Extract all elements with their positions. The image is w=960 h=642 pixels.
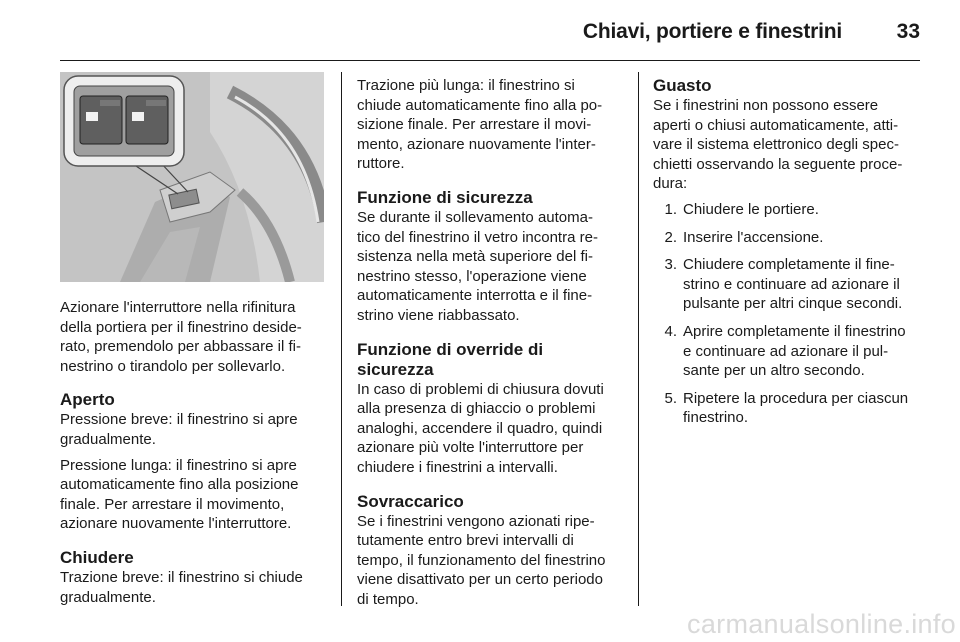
chiudere-paragraph-2: Trazione più lunga: il finestrino si chiude automaticamente fino alla po- sizione finale. Per arrestare il movi- mento, azionare nuovamente l'inter- ruttore. bbox=[357, 77, 603, 173]
chiudere-paragraph-1: Trazione breve: il finestrino si chiude gradualmente. bbox=[60, 568, 303, 606]
override-paragraph: In caso di problemi di chiusura dovuti alla presenza di ghiaccio o problemi analoghi, accendere il quadro, quindi azionare più volte l'interruttore per chiudere i finestrini a intervalli. bbox=[357, 380, 604, 476]
list-item: 2. Inserire l'accensione. bbox=[664, 228, 824, 246]
window-switch-illustration bbox=[60, 72, 324, 282]
intro-paragraph: Azionare l'interruttore nella rifinitura della portiera per il finestrino deside- rato, premendolo per abbassare il fi- nestrino o tirandolo per sollevarlo. bbox=[60, 299, 302, 375]
heading-guasto: Guasto bbox=[653, 76, 712, 95]
list-item: 1. Chiudere le portiere. bbox=[664, 200, 819, 218]
heading-sovraccarico: Sovraccarico bbox=[357, 491, 464, 511]
window-switch-drawing bbox=[60, 72, 324, 282]
watermark: carmanualsonline.info bbox=[687, 609, 956, 639]
column-1 bbox=[60, 72, 324, 613]
page-header bbox=[60, 0, 920, 61]
column-divider-2 bbox=[638, 72, 639, 606]
list-item: 4. Aprire completamente il finestrino e continuare ad azionare il pul- sante per un altro secondo. bbox=[664, 322, 906, 380]
sovraccarico-paragraph: Se i finestrini vengono azionati ripe- tutamente entro brevi intervalli di tempo, il funzionamento del finestrino viene disattivato per un certo periodo di tempo. bbox=[357, 512, 606, 608]
column-2 bbox=[357, 76, 623, 615]
heading-aperto: Aperto bbox=[60, 390, 115, 410]
heading-override-sicurezza: Funzione di override di sicurezza bbox=[357, 339, 544, 379]
column-divider-1 bbox=[341, 72, 342, 606]
heading-chiudere: Chiudere bbox=[60, 547, 134, 567]
guasto-paragraph: Se i finestrini non possono essere aperti o chiusi automaticamente, atti- vare il sistema elettronico degli spec- chietti osservando la seguente proce- dura: bbox=[653, 97, 903, 193]
procedure-steps bbox=[653, 200, 921, 428]
sicurezza-paragraph: Se durante il sollevamento automa- tico del finestrino il vetro incontra re- sistenza nella metà superiore del fi- nestrino stesso, l'operazione viene automaticamente interrotta e il fine- strino viene riabbassato. bbox=[357, 208, 598, 324]
page-number: 33 bbox=[896, 20, 920, 43]
aperto-paragraph-1: Pressione breve: il finestrino si apre gradualmente. bbox=[60, 411, 298, 448]
column-3 bbox=[653, 76, 921, 436]
heading-funzione-sicurezza: Funzione di sicurezza bbox=[357, 187, 533, 207]
page-title: Chiavi, portiere e finestrini bbox=[582, 20, 842, 43]
aperto-paragraph-2: Pressione lunga: il finestrino si apre automaticamente fino alla posizione finale. Per arrestare il movimento, azionare nuovamente l'interruttore. bbox=[60, 456, 299, 533]
list-item: 3. Chiudere completamente il fine- strino e continuare ad azionare il pulsante per altri cinque secondi. bbox=[664, 256, 903, 313]
list-item: 5. Ripetere la procedura per ciascun finestrino. bbox=[664, 389, 909, 427]
